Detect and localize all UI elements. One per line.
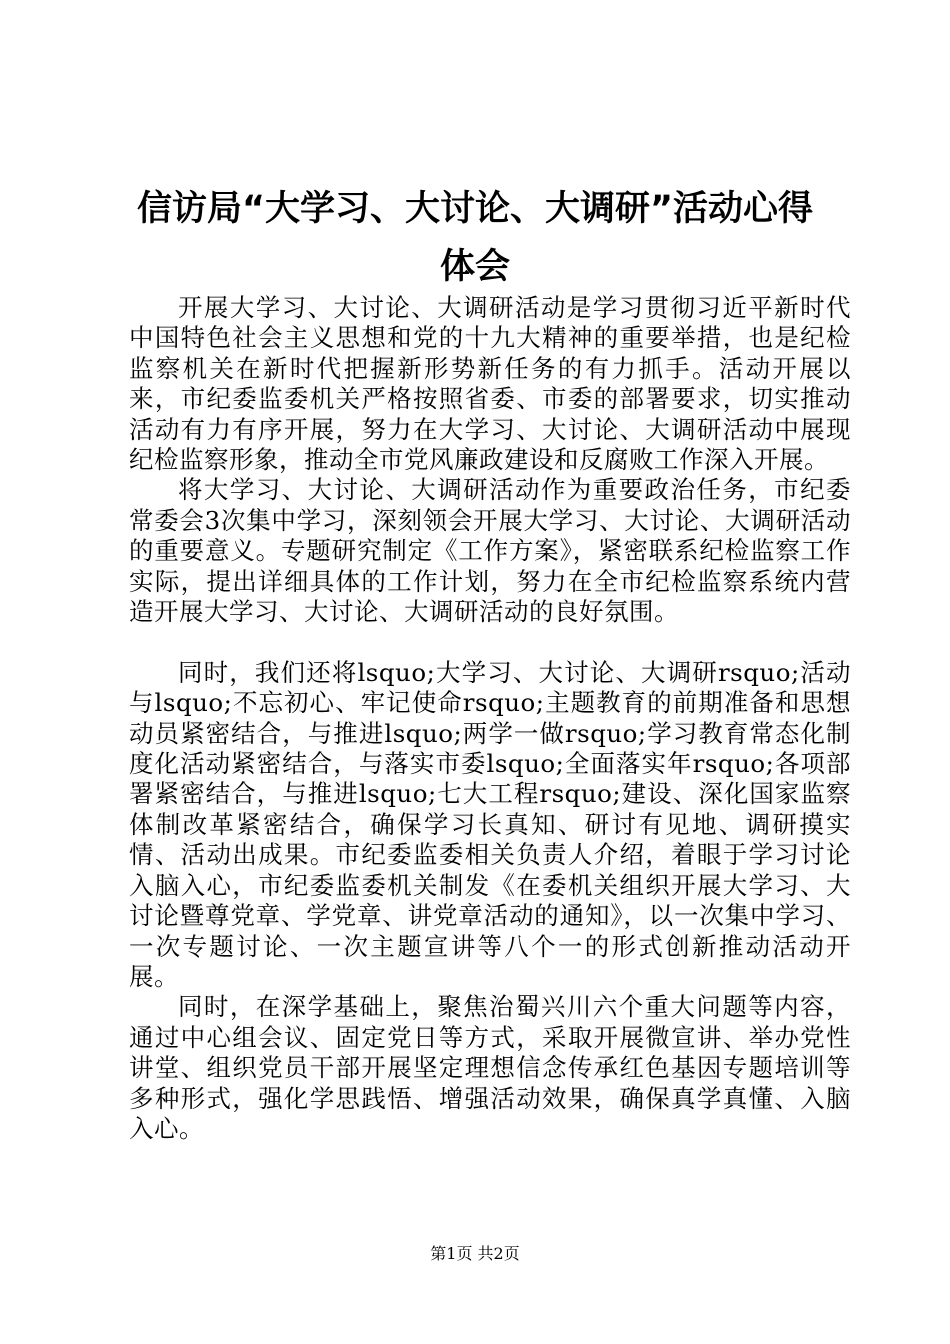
paragraph-1: 开展大学习、大讨论、大调研活动是学习贯彻习近平新时代中国特色社会主义思想和党的十九大精神的重要举措，也是纪检监察机关在新时代把握新形势新任务的有力抓手。活动开展以来，市纪委监委机关严格按照省委、市委的部署要求，切实推动活动有力有序开展，努力在大学习、大讨论、大调研活动中展现纪检监察形象，推动全市党风廉政建设和反腐败工作深入开展。 — [129, 293, 851, 475]
paragraph-4: 同时，在深学基础上，聚焦治蜀兴川六个重大问题等内容，通过中心组会议、固定党日等方式，采取开展微宣讲、举办党性讲堂、组织党员干部开展坚定理想信念传承红色基因专题培训等多种形式，强化学思践悟、增强活动效果，确保真学真懂、入脑入心。 — [129, 992, 851, 1143]
paragraph-2: 将大学习、大讨论、大调研活动作为重要政治任务，市纪委常委会3次集中学习，深刻领会开展大学习、大讨论、大调研活动的重要意义。专题研究制定《工作方案》，紧密联系纪检监察工作实际，提出详细具体的工作计划，努力在全市纪检监察系统内营造开展大学习、大讨论、大调研活动的良好氛围。 — [129, 475, 851, 627]
paragraph-spacer — [129, 627, 851, 657]
document-title-line-2: 体会 — [439, 247, 510, 287]
page-number-footer: 第1页 共2页 — [430, 1244, 520, 1263]
document-body — [129, 293, 851, 1144]
paragraph-3: 同时，我们还将lsquo;大学习、大讨论、大调研rsquo;活动与lsquo;不忘初心、牢记使命rsquo;主题教育的前期准备和思想动员紧密结合，与推进lsquo;两学一做rsquo;学习教育常态化制度化活动紧密结合，与落实市委lsquo;全面落实年rsquo;各项部署紧密结合，与推进lsquo;七大工程rsquo;建设、深化国家监察体制改革紧密结合，确保学习长真知、研讨有见地、调研摸实情、活动出成果。市纪委监委相关负责人介绍，着眼于学习讨论入脑入心，市纪委监委机关制发《在委机关组织开展大学习、大讨论暨尊党章、学党章、讲党章活动的通知》，以一次集中学习、一次专题讨论、一次主题宣讲等八个一的形式创新推动活动开展。 — [129, 657, 851, 991]
document-title-line-1: 信访局“大学习、大讨论、大调研”活动心得 — [136, 189, 813, 229]
